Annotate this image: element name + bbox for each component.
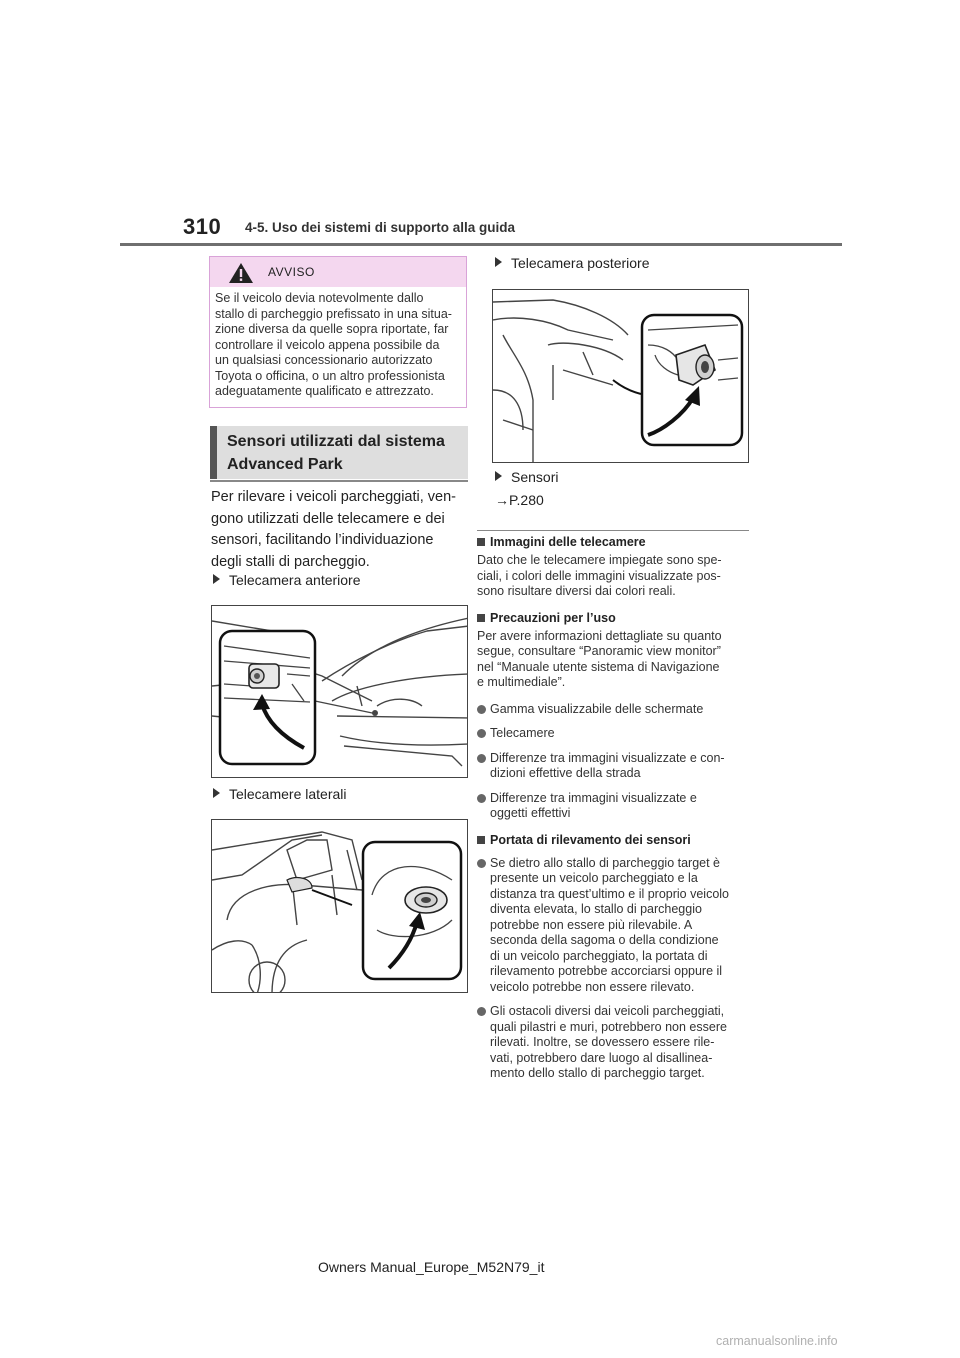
warning-line: controllare il veicolo appena possibile da xyxy=(215,337,440,352)
bullet-line: di un veicolo parcheggiato, la portata di xyxy=(490,948,708,963)
intro-line: Per rilevare i veicoli parcheggiati, ven- xyxy=(211,489,456,505)
note-line: ciali, i colori delle immagini visualizzate pos- xyxy=(477,568,721,583)
note-heading-text: Immagini delle telecamere xyxy=(490,535,646,549)
bullet-line: Se dietro allo stallo di parcheggio target è xyxy=(490,855,721,870)
bullet-line: rilevati. Inoltre, se dovessero essere rile- xyxy=(490,1035,715,1049)
round-bullet-icon xyxy=(477,1007,486,1016)
figure-front-camera xyxy=(211,605,468,778)
note-line: e multimediale”. xyxy=(477,675,566,689)
warning-header xyxy=(210,257,466,287)
warning-line: Toyota o officina, o un altro professionista xyxy=(215,368,445,383)
round-bullet-icon xyxy=(477,705,486,714)
intro-line: sensori, facilitando l’individuazione xyxy=(211,532,434,548)
round-bullet-icon xyxy=(477,859,486,868)
note-heading-range xyxy=(477,833,749,847)
warning-line: stallo di parcheggio prefissato in una situa- xyxy=(215,306,452,321)
bullet-line: Differenze tra immagini visualizzate e xyxy=(490,790,697,805)
item-label: Telecamere laterali xyxy=(229,786,347,802)
round-bullet-icon xyxy=(477,754,486,763)
note-line: nel “Manuale utente sistema di Navigazione xyxy=(477,659,720,674)
bullet-item xyxy=(477,702,749,718)
warning-box xyxy=(209,256,467,408)
note-line: Dato che le telecamere impiegate sono spe- xyxy=(477,553,722,567)
bullet-line: Differenze tra immagini visualizzate e con- xyxy=(490,750,725,765)
bullet-line: vati, potrebbero dare luogo al disallinea- xyxy=(490,1050,713,1065)
header-rule xyxy=(120,243,842,246)
watermark: carmanualsonline.info xyxy=(716,1334,838,1348)
square-bullet-icon xyxy=(477,836,485,844)
bullet-line: mento dello stallo di parcheggio target. xyxy=(490,1066,705,1080)
intro-paragraph xyxy=(211,487,469,573)
note-heading-text: Precauzioni per l’uso xyxy=(490,610,616,625)
note-line: sono risultare diversi dai colori reali. xyxy=(477,584,676,598)
item-label: Telecamera posteriore xyxy=(511,255,650,271)
note-heading-images xyxy=(477,535,749,549)
warning-line: adeguatamente qualificato e attrezzato. xyxy=(215,384,434,398)
note-line: Per avere informazioni dettagliate su quanto xyxy=(477,628,722,643)
bullet-item xyxy=(477,1004,749,1082)
round-bullet-icon xyxy=(477,794,486,803)
warning-line: un qualsiasi concessionario autorizzato xyxy=(215,353,433,367)
item-front-camera xyxy=(213,572,361,588)
bullet-line: diventa elevata, lo stallo di parcheggio xyxy=(490,902,702,916)
note-heading-precautions xyxy=(477,611,749,625)
bullet-item xyxy=(477,791,749,822)
figure-rear-camera xyxy=(492,289,749,463)
warning-icon xyxy=(228,262,254,284)
bullet-line: oggetti effettivi xyxy=(490,806,571,820)
footer-manual-id: Owners Manual_Europe_M52N79_it xyxy=(318,1259,545,1275)
notes-column xyxy=(477,535,749,1082)
arrow-bullet-icon xyxy=(495,471,502,481)
round-bullet-icon xyxy=(477,729,486,738)
item-side-cameras xyxy=(213,786,347,802)
bullet-line: seconda della sagoma o della condizione xyxy=(490,933,719,947)
section-heading-line: Sensori utilizzati dal sistema xyxy=(227,433,445,450)
section-heading-text xyxy=(227,430,445,476)
bullet-line: potrebbe non essere più rilevabile. A xyxy=(490,917,693,932)
bullet-item xyxy=(477,751,749,782)
notes-divider xyxy=(477,530,749,531)
note-images xyxy=(477,553,749,600)
intro-line: degli stalli di parcheggio. xyxy=(211,553,370,570)
bullet-line: Gli ostacoli diversi dai veicoli parcheggiati, xyxy=(490,1004,725,1018)
front-camera-illustration xyxy=(212,606,468,778)
bullet-line: Telecamere xyxy=(490,726,555,740)
warning-line: zione diversa da quelle sopra riportate, far xyxy=(215,322,449,336)
item-sensors xyxy=(495,469,558,485)
figure-side-cameras xyxy=(211,819,468,993)
intro-line: gono utilizzati delle telecamere e dei xyxy=(211,510,445,527)
sensors-page-reference[interactable]: →P.280 xyxy=(495,492,544,508)
item-rear-camera xyxy=(495,255,650,271)
item-label: Telecamera anteriore xyxy=(229,572,361,588)
note-precautions xyxy=(477,629,749,691)
section-title: 4-5. Uso dei sistemi di supporto alla guida xyxy=(245,220,516,235)
bullet-item xyxy=(477,856,749,996)
arrow-bullet-icon xyxy=(495,257,502,267)
arrow-bullet-icon xyxy=(213,788,220,798)
section-heading-rule xyxy=(210,480,468,482)
bullet-line: quali pilastri e muri, potrebbero non essere xyxy=(490,1019,727,1034)
page-number: 310 xyxy=(183,214,222,239)
square-bullet-icon xyxy=(477,538,485,546)
bullet-line: distanza tra quest’ultimo e il proprio veicolo xyxy=(490,886,730,901)
rear-camera-illustration xyxy=(493,290,749,463)
side-cameras-illustration xyxy=(212,820,468,993)
note-line: segue, consultare “Panoramic view monitor” xyxy=(477,644,721,658)
bullet-line: dizioni effettive della strada xyxy=(490,766,641,780)
warning-label: AVVISO xyxy=(268,265,315,279)
warning-line: Se il veicolo devia notevolmente dallo xyxy=(215,291,424,305)
bullet-line: rilevamento potrebbe accorciarsi oppure il xyxy=(490,964,723,978)
section-heading xyxy=(210,426,468,479)
bullet-line: presente un veicolo parcheggiato e la xyxy=(490,871,698,885)
bullet-line: veicolo potrebbe non essere rilevato. xyxy=(490,979,695,994)
bullet-line: Gamma visualizzabile delle schermate xyxy=(490,701,704,716)
warning-text xyxy=(215,291,465,400)
note-heading-text: Portata di rilevamento dei sensori xyxy=(490,832,691,847)
square-bullet-icon xyxy=(477,614,485,622)
arrow-bullet-icon xyxy=(213,574,220,584)
section-heading-line: Advanced Park xyxy=(227,456,343,473)
bullet-item xyxy=(477,726,749,742)
item-label: Sensori xyxy=(511,469,559,485)
